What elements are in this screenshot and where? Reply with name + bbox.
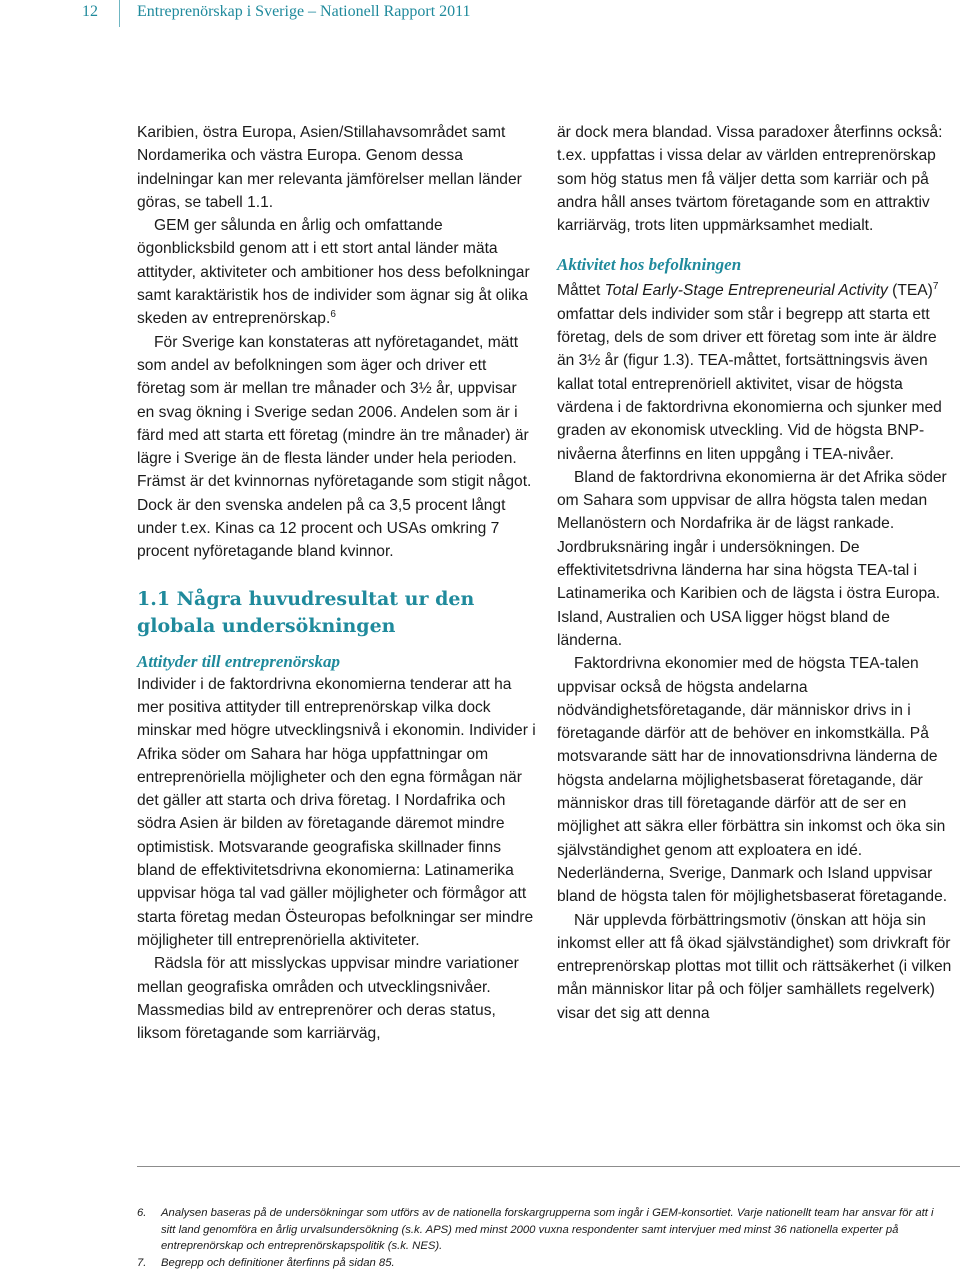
subheading: Attityder till entreprenörskap [137,651,341,671]
paragraph: Faktordrivna ekonomier med de högsta TEA-talen uppvisar också de högsta andelarna nödvändighetsföretagande, där människor drivs in i företagande därför att de behöver en inkomstkälla. På motsvarande sätt har de innovationsdrivna länderna de högsta andelarna möjlighetsbaserat företagande, där människor dras till företagande därför att de ser en möjlighet att säkra eller förbättra sin inkomst och öka sin självständighet genom att exploatera en idé. Nederländerna, Sverige, Danmark och Island uppvisar bland de högsta talen för möjlighetsbaserat företagande. [557,655,948,906]
subheading: Aktivitet hos befolkningen [557,255,742,275]
page-header [0,0,960,30]
paragraph [137,214,537,330]
footnote [137,1255,947,1271]
paragraph-text: omfattar dels individer som står i begrepp att starta ett företag, dels de som driver ett företag som inte är äldre än 3½ år (figur 1.3). TEA-måttet, fortsättningsvis även kallat total entreprenöriell aktivitet, visar de högsta värdena i de faktordrivna ekonomierna och sjunker med graden av ekonomisk utveckling. Vid de högsta BNP-nivåerna återfinns en liten uppgång i TEA-nivåer. [557,305,942,463]
paragraph: För Sverige kan konstateras att nyföretagandet, mätt som andel av befolkningen som äger och driver ett företag som är mellan tre månader och 3½ år, uppvisar en svag ökning i Sverige sedan 2006. Andelen som är i färd med att starta ett företag (mindre än tre månader) är lägre i Sverige än de flesta länder under hela perioden. Främst är det kvinnornas nyföretagande som stigit något. Dock är den svenska andelen på ca 3,5 procent långt under t.ex. Kinas ca 12 procent och USAs omkring 7 procent nyföretagande bland kvinnor. [137,333,532,561]
paragraph-text: Måttet [557,282,605,300]
paragraph: När upplevda förbättringsmotiv (önskan att höja sin inkomst eller att få ökad självständighet) som drivkraft för entreprenörskap plottas mot tillit och rättsäkerhet (i vilken mån människor litar på och följer samhällets regelverk) visar det sig att denna [557,911,952,1022]
page-number: 12 [82,3,98,20]
defined-term: Total Early-Stage Entrepreneurial Activity [604,282,888,300]
left-column [137,121,537,1045]
paragraph: Bland de faktordrivna ekonomierna är det Afrika söder om Sahara som uppvisar de allra högsta talen medan Mellanöstern och Nordafrika är de lägst rankade. Jordbruksnäring ingår i undersökningen. De effektivitetsdrivna länderna har sina högsta TEA-tal i Latinamerika och Karibien och de lägsta i östra Europa. Island, Australien och USA ligger högst bland de länderna. [557,468,947,649]
paragraph-text: (TEA) [887,282,933,300]
right-column [557,121,957,1025]
paragraph: är dock mera blandad. Vissa paradoxer återfinns också: t.ex. uppfattas i vissa delar av världen entreprenörskap som hög status men få väljer detta som karriär och på andra håll anses tvärtom företagande som en attraktiv karriärväg, trots liten uppmärksamhet medialt. [557,124,943,235]
paragraph-text: GEM ger sålunda en årlig och omfattande ögonblicksbild genom att i ett stort antal länder mäta attityder, aktiviteter och ambitioner hos dess befolkningar samt karaktäristik hos de individer som ägnar sig åt olika skeden av entreprenörskap. [137,217,530,328]
paragraph: Rädsla för att misslyckas uppvisar mindre variationer mellan geografiska områden och utvecklingsnivåer. Massmedias bild av entreprenörer och deras status, liksom företagande som karriärväg, [137,955,519,1043]
footnote [137,1205,947,1255]
footnote-number: 6. [137,1207,147,1219]
footnote-text: Begrepp och definitioner återfinns på sidan 85. [161,1256,395,1269]
footnote-divider [137,1166,960,1167]
footnote-number: 7. [137,1256,147,1269]
footnote-ref: 6 [330,309,336,321]
footnote-text: Analysen baseras på de undersökningar som utförs av de nationella forskargrupperna som ingår i GEM-konsortiet. Varje nationellt team har ansvar för att i sitt land genomföra en årlig urvalsundersökning (s.k. APS) med minst 2000 vuxna respondenter samt intervjuer med minst 36 nationella experter på entreprenörskap och entreprenörskapspolitik (s.k. NES). [161,1207,934,1253]
footnote-ref: 7 [932,281,939,293]
paragraph: Karibien, östra Europa, Asien/Stillahavsområdet samt Nordamerika och västra Europa. Genom dessa indelningar kan mer relevanta jämförelser mellan länder göras, se tabell 1.1. [137,124,522,211]
running-title: Entreprenörskap i Sverige – Nationell Rapport 2011 [137,3,471,20]
section-heading: 1.1 Några huvudresultat ur den globala undersökningen [137,587,475,637]
header-divider [119,0,120,27]
paragraph: Individer i de faktordrivna ekonomierna tenderar att ha mer positiva attityder till entreprenörskap vilka dock minskar med högre utvecklingsnivå i ekonomin. Individer i Afrika söder om Sahara har höga uppfattningar om entreprenöriella möjligheter och den egna förmågan när det gäller att starta och driva företag. I Nordafrika och södra Asien är bilden av företagande däremot mindre optimistisk. Motsvarande geografiska skillnader finns bland de effektivitetsdrivna ekonomierna: Latinamerika uppvisar höga tal vad gäller möjligheter och förmågor att starta företag medan Östeuropas befolkningar ser mindre möjligheter till entreprenöriella aktiviteter. [137,675,536,949]
paragraph [557,279,957,465]
footnotes [137,1205,947,1271]
